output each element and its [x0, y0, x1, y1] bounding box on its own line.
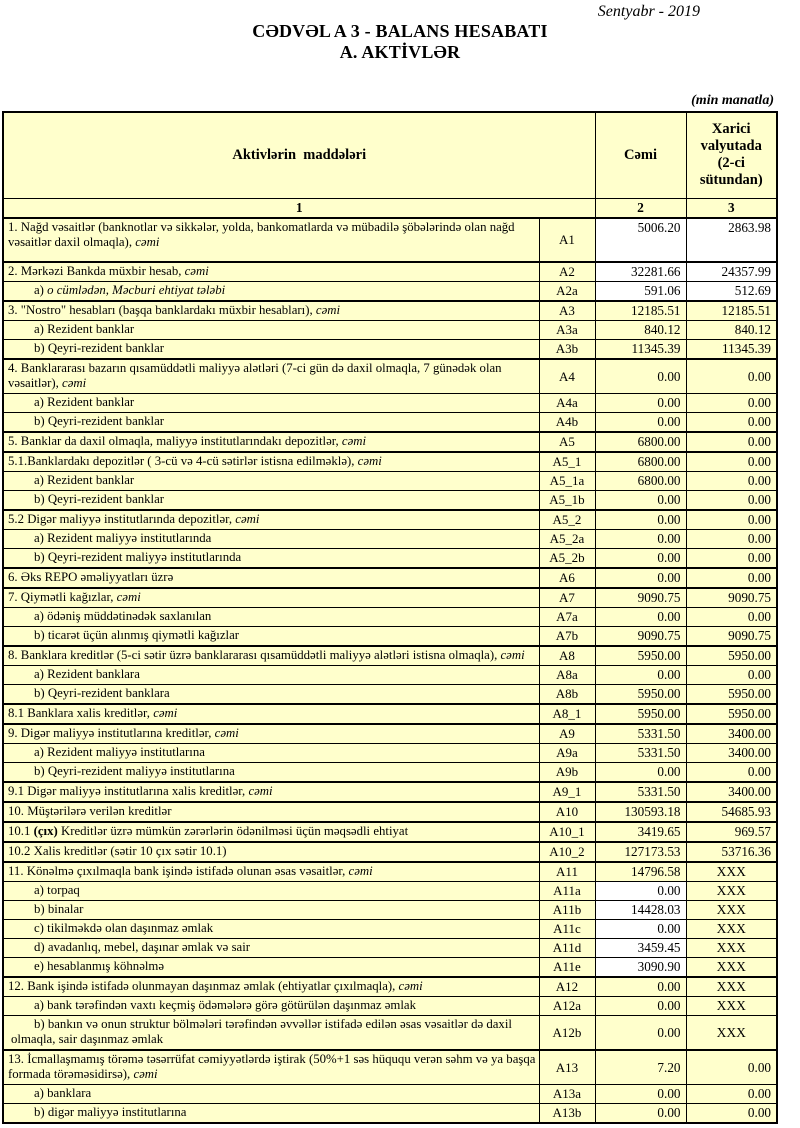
row-label-segment: a) banklara — [34, 1086, 92, 1100]
row-code: A12 — [539, 977, 595, 997]
row-fx: 54685.93 — [686, 802, 777, 822]
row-total: 0.00 — [595, 919, 686, 938]
row-label — [3, 684, 539, 704]
row-label — [3, 704, 539, 724]
row-total: 3459.45 — [595, 938, 686, 957]
row-fx: 840.12 — [686, 320, 777, 339]
row-label — [3, 588, 539, 608]
row-total: 0.00 — [595, 359, 686, 394]
row-fx: 9090.75 — [686, 626, 777, 646]
row-code: A9b — [539, 762, 595, 782]
row-code: A6 — [539, 568, 595, 588]
row-label-segment: b) ticarət üçün alınmış qiymətli kağızlar — [34, 628, 240, 642]
row-code: A5_2a — [539, 529, 595, 548]
row-code: A10_2 — [539, 842, 595, 862]
row-code: A5_2 — [539, 510, 595, 530]
table-row — [3, 529, 777, 548]
column-number-2: 2 — [595, 198, 686, 218]
row-label-segment: a) Rezident banklar — [34, 322, 135, 336]
row-label-segment: cəmi — [133, 1067, 158, 1081]
row-total: 0.00 — [595, 607, 686, 626]
row-label — [3, 607, 539, 626]
row-label-segment: c) tikilməkdə olan daşınmaz əmlak — [34, 921, 214, 935]
table-row — [3, 684, 777, 704]
row-total: 3419.65 — [595, 822, 686, 842]
row-total: 12185.51 — [595, 301, 686, 321]
table-row — [3, 822, 777, 842]
table-row — [3, 862, 777, 882]
row-fx: 0.00 — [686, 665, 777, 684]
row-label — [3, 762, 539, 782]
row-code: A10 — [539, 802, 595, 822]
table-row — [3, 359, 777, 394]
report-date: Sentyabr - 2019 — [597, 3, 700, 20]
row-label — [3, 743, 539, 762]
table-row — [3, 588, 777, 608]
row-label — [3, 957, 539, 977]
table-row — [3, 452, 777, 472]
row-total: 127173.53 — [595, 842, 686, 862]
row-label — [3, 919, 539, 938]
unit-note: (min manatla) — [691, 93, 774, 108]
row-code: A8_1 — [539, 704, 595, 724]
row-fx: 5950.00 — [686, 704, 777, 724]
row-code: A8a — [539, 665, 595, 684]
row-label-segment: 8.1 Banklara xalis kreditlər, — [8, 706, 154, 720]
table-row — [3, 432, 777, 452]
row-fx: XXX — [686, 881, 777, 900]
row-label-segment: a) torpaq — [34, 883, 80, 897]
row-label — [3, 782, 539, 802]
row-label — [3, 490, 539, 510]
row-code: A7b — [539, 626, 595, 646]
row-label — [3, 1050, 539, 1085]
row-fx: 0.00 — [686, 1084, 777, 1103]
row-fx: 0.00 — [686, 762, 777, 782]
table-row — [3, 1050, 777, 1085]
row-code: A3b — [539, 339, 595, 359]
row-label-segment: 12. Bank işində istifadə olunmayan daşınmaz əmlak (ehtiyatlar çıxılmaqla), — [8, 979, 399, 993]
row-total: 0.00 — [595, 548, 686, 568]
row-code: A5_1 — [539, 452, 595, 472]
row-label-segment: 10.2 Xalis kreditlər (sətir 10 çıx sətir 10.1) — [8, 844, 227, 858]
table-row — [3, 626, 777, 646]
row-label — [3, 665, 539, 684]
table-row — [3, 1084, 777, 1103]
row-total: 14428.03 — [595, 900, 686, 919]
row-fx: 0.00 — [686, 393, 777, 412]
row-label-segment: a) — [34, 283, 48, 297]
row-code: A12a — [539, 996, 595, 1015]
row-total: 0.00 — [595, 490, 686, 510]
row-label-segment: b) Qeyri-rezident banklara — [34, 686, 170, 700]
row-code: A13 — [539, 1050, 595, 1085]
row-label — [3, 510, 539, 530]
row-total: 0.00 — [595, 1015, 686, 1050]
row-label-segment: 1. Nağd vəsaitlər (banknotlar və sikkələr, yolda, bankomatlarda və mübadilə şöbələrində olan nağd vəsaitlər daxil olmaqla), — [8, 220, 515, 249]
row-label-segment: cəmi — [235, 512, 260, 526]
row-label-segment: b) bankın və onun struktur bölmələri tərəfindən əvvəllər istifadə edilən əsas vəsaitlər də daxil olmaqla, sair daşınmaz əmlak — [11, 1017, 512, 1046]
row-code: A11d — [539, 938, 595, 957]
row-label-segment: cəmi — [248, 784, 273, 798]
row-label-segment: (çıx) — [33, 824, 58, 838]
row-fx: 9090.75 — [686, 588, 777, 608]
row-code: A4a — [539, 393, 595, 412]
row-code: A1 — [539, 218, 595, 262]
row-total: 5950.00 — [595, 704, 686, 724]
row-total: 5006.20 — [595, 218, 686, 262]
row-code: A5_1a — [539, 471, 595, 490]
row-total: 11345.39 — [595, 339, 686, 359]
row-label-segment: 4. Banklararası bazarın qısamüddətli maliyyə alətləri (7-ci gün də daxil olmaqla, 7 günədək olan vəsaitlər), — [8, 361, 502, 390]
row-label-segment: cəmi — [214, 726, 239, 740]
row-label — [3, 996, 539, 1015]
row-label — [3, 339, 539, 359]
row-fx: XXX — [686, 900, 777, 919]
row-label-segment: 10.1 — [8, 824, 34, 838]
row-total: 5331.50 — [595, 724, 686, 744]
row-label-segment: cəmi — [153, 706, 178, 720]
row-label — [3, 1103, 539, 1123]
row-label-segment: cəmi — [62, 376, 87, 390]
row-fx: 5950.00 — [686, 684, 777, 704]
table-row — [3, 881, 777, 900]
row-total: 0.00 — [595, 510, 686, 530]
row-label — [3, 359, 539, 394]
row-code: A7a — [539, 607, 595, 626]
row-label-segment: cəmi — [116, 590, 141, 604]
page-subtitle: A. AKTİVLƏR — [339, 42, 461, 62]
table-row — [3, 762, 777, 782]
row-label-segment: b) Qeyri-rezident maliyyə institutlarında — [34, 550, 242, 564]
row-label — [3, 301, 539, 321]
row-label-segment: cəmi — [135, 235, 160, 249]
row-fx: 3400.00 — [686, 743, 777, 762]
table-row — [3, 704, 777, 724]
row-label-segment: 2. Mərkəzi Bankda müxbir hesab, — [8, 264, 185, 278]
row-label — [3, 938, 539, 957]
row-label-segment: cəmi — [500, 648, 525, 662]
column-number-1: 1 — [3, 198, 595, 218]
table-row — [3, 900, 777, 919]
row-fx: 24357.99 — [686, 262, 777, 282]
table-row — [3, 919, 777, 938]
row-code: A5_1b — [539, 490, 595, 510]
table-row — [3, 646, 777, 666]
row-code: A9a — [539, 743, 595, 762]
row-label — [3, 471, 539, 490]
row-total: 6800.00 — [595, 432, 686, 452]
row-label — [3, 1084, 539, 1103]
row-label — [3, 529, 539, 548]
table-row — [3, 301, 777, 321]
row-code: A2 — [539, 262, 595, 282]
row-total: 0.00 — [595, 568, 686, 588]
row-fx: XXX — [686, 919, 777, 938]
row-fx: 0.00 — [686, 412, 777, 432]
column-number-row — [3, 198, 777, 218]
row-label — [3, 452, 539, 472]
row-label-segment: 9.1 Digər maliyyə institutlarına xalis kreditlər, — [8, 784, 249, 798]
row-fx: XXX — [686, 996, 777, 1015]
row-label-segment: 5.2 Digər maliyyə institutlarında depozitlər, — [8, 512, 236, 526]
row-code: A3a — [539, 320, 595, 339]
row-code: A3 — [539, 301, 595, 321]
row-fx: XXX — [686, 862, 777, 882]
row-label — [3, 900, 539, 919]
row-label — [3, 626, 539, 646]
table-row — [3, 724, 777, 744]
table-row — [3, 262, 777, 282]
row-code: A11a — [539, 881, 595, 900]
row-fx: XXX — [686, 1015, 777, 1050]
row-label-segment: 5.1.Banklardakı depozitlər ( 3-cü və 4-cü sətirlər istisna edilməklə), — [8, 454, 358, 468]
row-label — [3, 724, 539, 744]
table-row — [3, 412, 777, 432]
row-label — [3, 842, 539, 862]
row-label-segment: b) digər maliyyə institutlarına — [34, 1105, 187, 1119]
row-label-segment: cəmi — [315, 303, 341, 317]
row-label-segment: cəmi — [348, 864, 373, 878]
table-row — [3, 802, 777, 822]
row-fx: 2863.98 — [686, 218, 777, 262]
row-fx: 0.00 — [686, 510, 777, 530]
row-label — [3, 262, 539, 282]
row-fx: 512.69 — [686, 281, 777, 301]
row-total: 5950.00 — [595, 684, 686, 704]
row-fx: XXX — [686, 957, 777, 977]
row-label — [3, 412, 539, 432]
row-total: 14796.58 — [595, 862, 686, 882]
header-fx-label: Xarici valyutada (2-ci sütundan) — [686, 112, 777, 198]
table-row — [3, 996, 777, 1015]
row-label-segment: a) ödəniş müddətinədək saxlanılan — [34, 609, 212, 623]
row-label-segment: 9. Digər maliyyə institutlarına kreditlər, — [8, 726, 215, 740]
row-total: 3090.90 — [595, 957, 686, 977]
row-label-segment: b) Qeyri-rezident banklar — [34, 414, 165, 428]
header-total-label: Cəmi — [595, 112, 686, 198]
row-label-segment: a) Rezident banklar — [34, 395, 135, 409]
table-row — [3, 393, 777, 412]
table-row — [3, 548, 777, 568]
table-row — [3, 977, 777, 997]
row-fx: 3400.00 — [686, 724, 777, 744]
row-label-segment: a) Rezident maliyyə institutlarına — [34, 745, 205, 759]
row-total: 0.00 — [595, 393, 686, 412]
balance-sheet-table — [2, 111, 778, 1124]
row-total: 0.00 — [595, 412, 686, 432]
row-total: 5331.50 — [595, 743, 686, 762]
row-label-segment: 7. Qiymətli kağızlar, — [8, 590, 117, 604]
row-label-segment: b) Qeyri-rezident banklar — [34, 492, 165, 506]
row-label — [3, 548, 539, 568]
row-label — [3, 802, 539, 822]
row-label — [3, 881, 539, 900]
row-label — [3, 432, 539, 452]
row-fx: 0.00 — [686, 1103, 777, 1123]
row-code: A5_2b — [539, 548, 595, 568]
row-total: 5950.00 — [595, 646, 686, 666]
row-code: A10_1 — [539, 822, 595, 842]
row-code: A11c — [539, 919, 595, 938]
row-code: A9_1 — [539, 782, 595, 802]
row-code: A11e — [539, 957, 595, 977]
row-total: 6800.00 — [595, 471, 686, 490]
row-label — [3, 822, 539, 842]
row-total: 9090.75 — [595, 588, 686, 608]
row-code: A11b — [539, 900, 595, 919]
table-row — [3, 339, 777, 359]
row-code: A13a — [539, 1084, 595, 1103]
row-total: 0.00 — [595, 881, 686, 900]
row-label — [3, 218, 539, 262]
row-label — [3, 1015, 539, 1050]
row-total: 0.00 — [595, 996, 686, 1015]
row-total: 0.00 — [595, 1103, 686, 1123]
row-fx: 3400.00 — [686, 782, 777, 802]
row-fx: 969.57 — [686, 822, 777, 842]
header-items-label: Aktivlərin maddələri — [3, 112, 595, 198]
row-code: A4 — [539, 359, 595, 394]
table-row — [3, 471, 777, 490]
row-total: 840.12 — [595, 320, 686, 339]
row-fx: 0.00 — [686, 568, 777, 588]
row-label-segment: e) hesablanmış köhnəlmə — [34, 959, 165, 973]
row-label-segment: 3. "Nostro" hesabları (başqa banklardakı müxbir hesabları), — [8, 303, 316, 317]
row-label-segment: 11. Könəlmə çıxılmaqla bank işində istifadə olunan əsas vəsaitlər, — [8, 864, 349, 878]
row-code: A12b — [539, 1015, 595, 1050]
table-row — [3, 568, 777, 588]
row-code: A8b — [539, 684, 595, 704]
row-total: 9090.75 — [595, 626, 686, 646]
row-code: A8 — [539, 646, 595, 666]
row-label — [3, 646, 539, 666]
row-fx: 12185.51 — [686, 301, 777, 321]
row-fx: 0.00 — [686, 359, 777, 394]
row-label-segment: 5. Banklar da daxil olmaqla, maliyyə institutlarındakı depozitlər, — [8, 434, 342, 448]
row-label — [3, 977, 539, 997]
table-row — [3, 1103, 777, 1123]
row-label-segment: cəmi — [184, 264, 209, 278]
row-code: A2a — [539, 281, 595, 301]
row-label-segment: cəmi — [398, 979, 423, 993]
row-fx: 5950.00 — [686, 646, 777, 666]
row-code: A5 — [539, 432, 595, 452]
row-label-segment: 10. Müştərilərə verilən kreditlər — [8, 804, 172, 818]
row-code: A11 — [539, 862, 595, 882]
row-total: 0.00 — [595, 529, 686, 548]
row-total: 591.06 — [595, 281, 686, 301]
row-code: A9 — [539, 724, 595, 744]
row-label — [3, 568, 539, 588]
table-row — [3, 665, 777, 684]
table-row — [3, 218, 777, 262]
row-label-segment: 6. Əks REPO əməliyyatları üzrə — [8, 570, 174, 584]
table-row — [3, 510, 777, 530]
table-row — [3, 842, 777, 862]
row-total: 130593.18 — [595, 802, 686, 822]
row-total: 32281.66 — [595, 262, 686, 282]
row-code: A4b — [539, 412, 595, 432]
row-label-segment: b) Qeyri-rezident banklar — [34, 341, 165, 355]
row-fx: 0.00 — [686, 1050, 777, 1085]
row-code: A7 — [539, 588, 595, 608]
row-label-segment: b) Qeyri-rezident maliyyə institutlarına — [34, 764, 235, 778]
table-row — [3, 957, 777, 977]
page-title: CƏDVƏL A 3 - BALANS HESABATI — [252, 21, 548, 41]
row-label — [3, 320, 539, 339]
row-total: 0.00 — [595, 762, 686, 782]
row-label-segment: cəmi — [357, 454, 382, 468]
row-label-segment: b) binalar — [34, 902, 84, 916]
table-header-row — [3, 112, 777, 198]
row-fx: 53716.36 — [686, 842, 777, 862]
row-total: 0.00 — [595, 977, 686, 997]
row-fx: 0.00 — [686, 607, 777, 626]
table-row — [3, 281, 777, 301]
row-label — [3, 393, 539, 412]
row-fx: XXX — [686, 977, 777, 997]
row-total: 6800.00 — [595, 452, 686, 472]
row-fx: 0.00 — [686, 529, 777, 548]
table-row — [3, 320, 777, 339]
row-total: 0.00 — [595, 665, 686, 684]
table-row — [3, 490, 777, 510]
row-fx: 0.00 — [686, 432, 777, 452]
row-label-segment: a) Rezident banklar — [34, 473, 135, 487]
table-row — [3, 743, 777, 762]
row-label-segment: cəmi — [341, 434, 367, 448]
column-number-3: 3 — [686, 198, 777, 218]
row-code: A13b — [539, 1103, 595, 1123]
row-label-segment: d) avadanlıq, mebel, daşınar əmlak və sair — [34, 940, 251, 954]
table-row — [3, 782, 777, 802]
row-total: 0.00 — [595, 1084, 686, 1103]
table-row — [3, 607, 777, 626]
table-row — [3, 938, 777, 957]
row-fx: 11345.39 — [686, 339, 777, 359]
row-fx: XXX — [686, 938, 777, 957]
row-fx: 0.00 — [686, 490, 777, 510]
row-total: 5331.50 — [595, 782, 686, 802]
row-total: 7.20 — [595, 1050, 686, 1085]
row-label-segment: a) Rezident maliyyə institutlarında — [34, 531, 212, 545]
row-label-segment: 8. Banklara kreditlər (5-ci sətir üzrə banklararası qısamüddətli maliyyə alətləri istisna olmaqla), — [8, 648, 501, 662]
row-label-segment: 13. İcmallaşmamış törəmə təsərrüfat cəmiyyətlərdə iştirak (50%+1 səs hüququ verən səhm və ya başqa formada törəməsidirsə), — [8, 1052, 536, 1081]
row-label — [3, 862, 539, 882]
row-label-segment: o cümlədən, Məcburi ehtiyat tələbi — [47, 283, 226, 297]
table-row — [3, 1015, 777, 1050]
row-label-segment: a) bank tərəfindən vaxtı keçmiş ödəmələrə görə götürülən daşınmaz əmlak — [34, 998, 416, 1012]
row-label-segment: Kreditlər üzrə mümkün zərərlərin ödənilməsi üçün məqsədli ehtiyat — [57, 824, 409, 838]
row-label — [3, 281, 539, 301]
row-fx: 0.00 — [686, 548, 777, 568]
row-fx: 0.00 — [686, 452, 777, 472]
row-fx: 0.00 — [686, 471, 777, 490]
row-label-segment: a) Rezident banklara — [34, 667, 140, 681]
